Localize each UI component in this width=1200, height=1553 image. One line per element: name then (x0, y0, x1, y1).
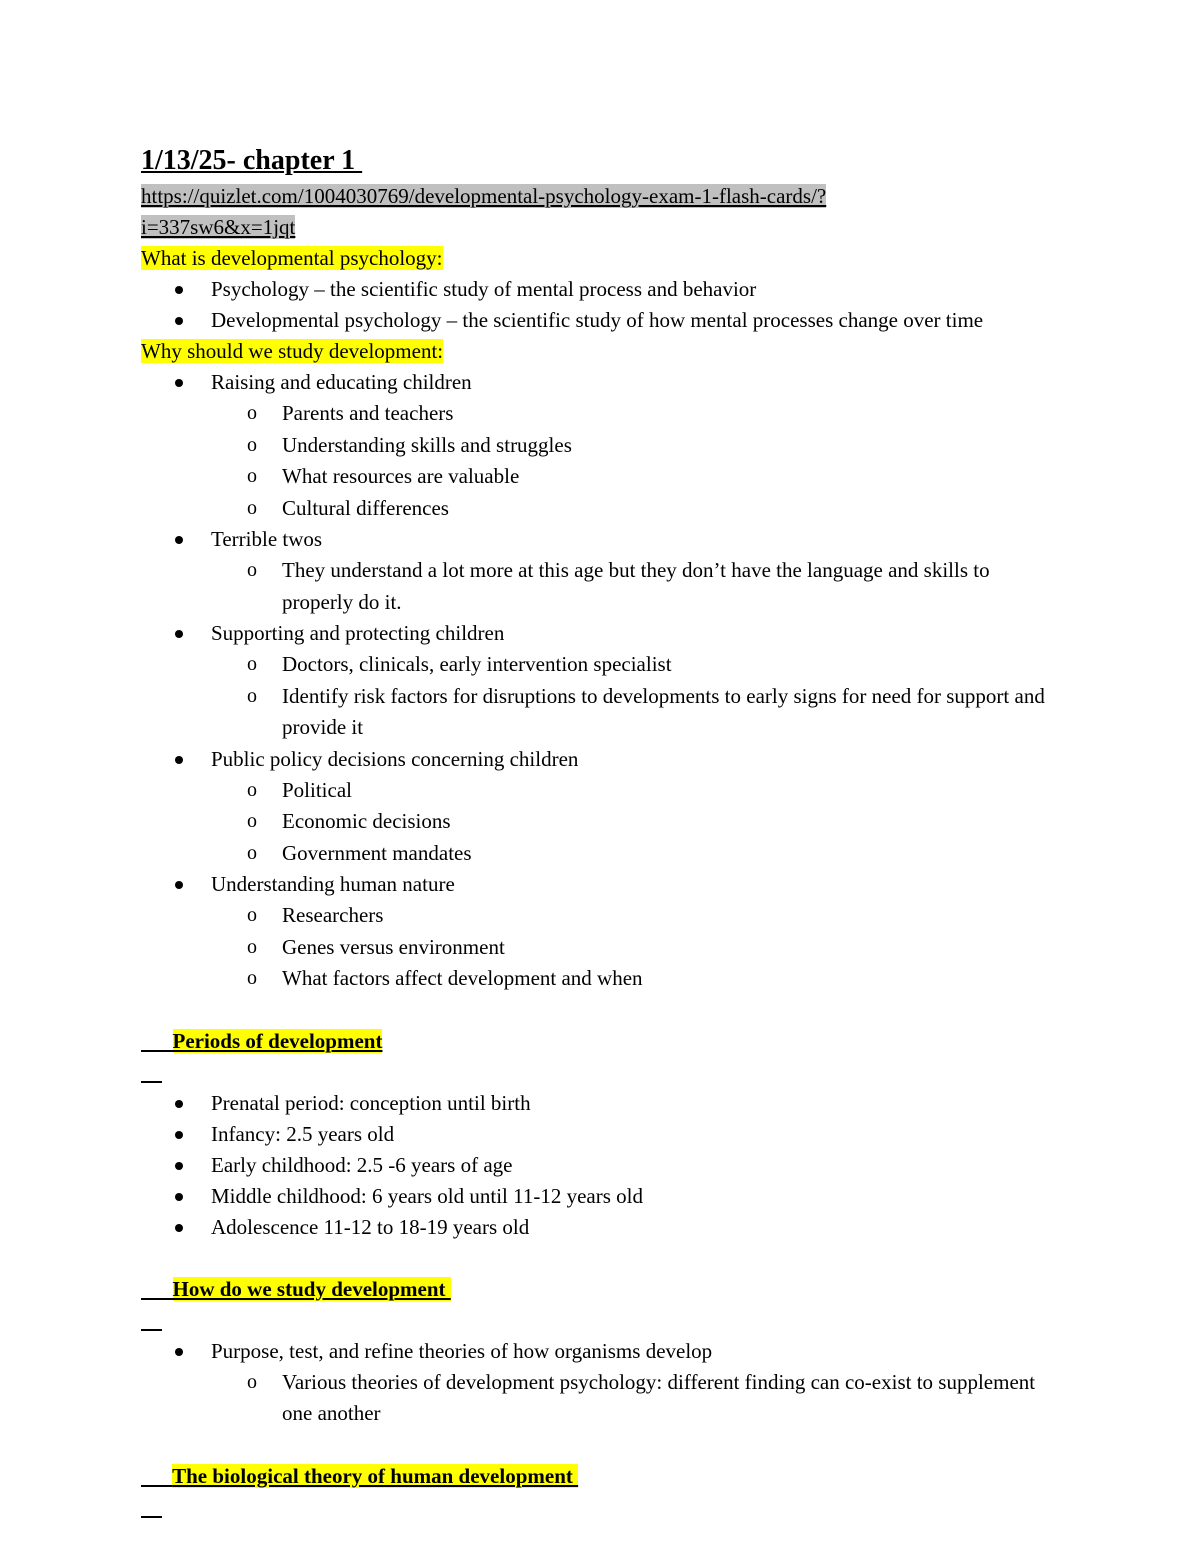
sub-list-item: o Government mandates (211, 838, 1061, 870)
circle-bullet-icon: o (247, 935, 257, 958)
bullet-icon (175, 1348, 183, 1356)
sub-list-item: o What factors affect development and when (211, 963, 1061, 995)
circle-bullet-icon: o (247, 967, 257, 989)
circle-bullet-icon: o (247, 559, 257, 581)
list-item: Developmental psychology – the scientific study of how mental processes change over time (141, 305, 1061, 336)
sub-list-item: o Various theories of development psychology: different finding can co-exist to supplement one another (211, 1367, 1061, 1430)
list-item: Purpose, test, and refine theories of how organisms develop o Various theories of development psychology: different finding can co-exist to supplement one another (141, 1336, 1061, 1430)
bullet-icon (175, 881, 183, 889)
list-item: Supporting and protecting children o Doctors, clinicals, early intervention specialist o Identify risk factors for disruptions to developments to early signs for need for support and provide it (141, 618, 1061, 744)
section-heading-bio: The biological theory of human development (172, 1463, 579, 1488)
sub-list (141, 398, 1061, 524)
bullet-icon (175, 1162, 183, 1170)
page-title: 1/13/25- chapter 1 (141, 145, 363, 176)
list-item: Public policy decisions concerning children o Political o Economic decisions o Government mandates (141, 744, 1061, 870)
bullet-icon (175, 286, 183, 294)
circle-bullet-icon: o (247, 402, 257, 424)
list-item: Middle childhood: 6 years old until 11-12 years old (141, 1181, 1061, 1212)
circle-bullet-icon: o (247, 496, 257, 519)
sub-list-item: o Political (211, 775, 1061, 807)
sub-list (141, 775, 1061, 870)
circle-bullet-icon: o (247, 465, 257, 487)
section-heading-what: What is developmental psychology: (141, 246, 443, 270)
list-item: Prenatal period: conception until birth (141, 1088, 1061, 1119)
quizlet-link[interactable] (141, 181, 1061, 243)
sub-list-item: o Genes versus environment (211, 932, 1061, 964)
bullet-icon (175, 1131, 183, 1139)
sub-list (141, 900, 1061, 995)
list-periods (141, 1088, 1061, 1243)
sub-list (141, 555, 1061, 618)
bullet-icon (175, 1100, 183, 1108)
sub-list-item: o Researchers (211, 900, 1061, 932)
section-heading-how: How do we study development (172, 1276, 451, 1301)
sub-list (141, 1367, 1061, 1430)
circle-bullet-icon: o (247, 653, 257, 675)
circle-bullet-icon: o (247, 810, 257, 832)
circle-bullet-icon: o (247, 684, 257, 707)
sub-list-item: o They understand a lot more at this age but they don’t have the language and skills to properly do it. (211, 555, 1061, 618)
circle-bullet-icon: o (247, 1370, 257, 1393)
section-heading-why: Why should we study development: (141, 339, 444, 363)
section-heading-periods: Periods of development (172, 1028, 383, 1053)
list-item: Infancy: 2.5 years old (141, 1119, 1061, 1150)
sub-list-item: o Economic decisions (211, 806, 1061, 838)
list-item: Psychology – the scientific study of mental process and behavior (141, 274, 1061, 305)
bullet-icon (175, 756, 183, 764)
sub-list-item: o Doctors, clinicals, early intervention specialist (211, 649, 1061, 681)
document-content (141, 143, 1061, 1523)
sub-list-item: o Parents and teachers (211, 398, 1061, 430)
bullet-icon (175, 536, 183, 544)
list-why (141, 367, 1061, 995)
link-line-1[interactable]: https://quizlet.com/1004030769/developmental-psychology-exam-1-flash-cards/? (141, 184, 827, 208)
list-item: Early childhood: 2.5 -6 years of age (141, 1150, 1061, 1181)
list-item: Raising and educating children o Parents and teachers o Understanding skills and struggles o What resources are valuable o Cultural differences (141, 367, 1061, 524)
sub-list-item: o Cultural differences (211, 493, 1061, 525)
list-what (141, 274, 1061, 336)
circle-bullet-icon: o (247, 904, 257, 926)
list-how (141, 1336, 1061, 1430)
bullet-icon (175, 1224, 183, 1232)
bullet-icon (175, 379, 183, 387)
circle-bullet-icon: o (247, 433, 257, 456)
bullet-icon (175, 630, 183, 638)
circle-bullet-icon: o (247, 841, 257, 864)
list-item: Adolescence 11-12 to 18-19 years old (141, 1212, 1061, 1243)
sub-list-item: o Understanding skills and struggles (211, 430, 1061, 462)
link-line-2[interactable]: i=337sw6&x=1jqt (141, 215, 296, 239)
bullet-icon (175, 1193, 183, 1201)
bullet-icon (175, 317, 183, 325)
sub-list (141, 649, 1061, 744)
sub-list-item: o Identify risk factors for disruptions to developments to early signs for need for support and provide it (211, 681, 1061, 744)
sub-list-item: o What resources are valuable (211, 461, 1061, 493)
list-item: Terrible twos o They understand a lot more at this age but they don’t have the language and skills to properly do it. (141, 524, 1061, 618)
circle-bullet-icon: o (247, 778, 257, 801)
list-item: Understanding human nature o Researchers o Genes versus environment o What factors affect development and when (141, 869, 1061, 995)
